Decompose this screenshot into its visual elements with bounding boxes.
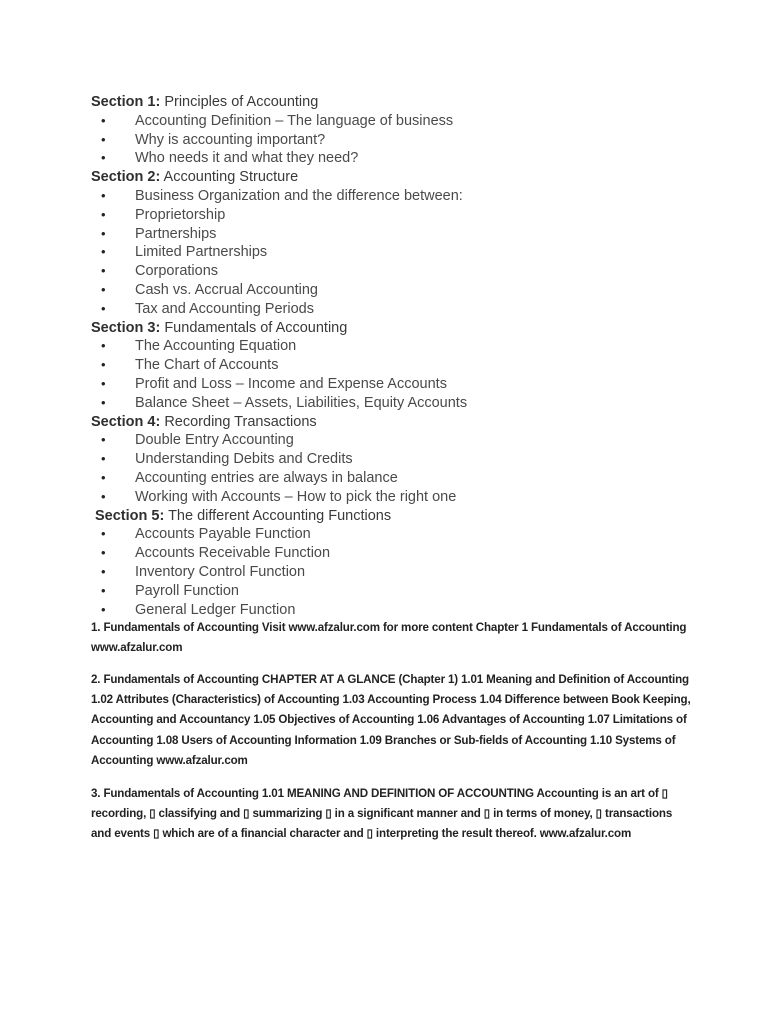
paragraph-3: 3. Fundamentals of Accounting 1.01 MEANING AND DEFINITION OF ACCOUNTING Accounting is an art of ▯ recording, ▯ classifying and ▯ summarizing ▯ in a significant manner and ▯ in terms of money, ▯ transactions and events ▯ which are of a financial character and ▯ interpreting the result thereof. www.afzalur.com: [91, 787, 673, 841]
list-item: • Profit and Loss – Income and Expense Accounts: [91, 375, 751, 394]
list-item: • Corporations: [91, 262, 751, 281]
list-item: • Inventory Control Function: [91, 563, 751, 582]
list-item: • Limited Partnerships: [91, 243, 751, 262]
list-item: • Working with Accounts – How to pick the right one: [91, 488, 751, 507]
list-item: • General Ledger Function: [91, 601, 751, 620]
list-item: • Balance Sheet – Assets, Liabilities, Equity Accounts: [91, 394, 751, 413]
section-4-heading: Section 4: Recording Transactions: [91, 413, 317, 430]
list-item: • Accounts Payable Function: [91, 525, 751, 544]
course-outline: [91, 93, 751, 619]
list-item: • Who needs it and what they need?: [91, 149, 751, 168]
section-1-heading: Section 1: Principles of Accounting: [91, 94, 319, 110]
list-item: • Understanding Debits and Credits: [91, 450, 751, 469]
list-item: • Partnerships: [91, 225, 751, 244]
section-5-list: [91, 525, 751, 619]
list-item: • Accounting entries are always in balance: [91, 469, 751, 488]
paragraph-1: 1. Fundamentals of Accounting Visit www.afzalur.com for more content Chapter 1 Fundamentals of Accounting www.afzalur.com: [91, 621, 687, 655]
section-4-list: [91, 431, 751, 506]
list-item: • Accounts Receivable Function: [91, 544, 751, 563]
section-3-heading: Section 3: Fundamentals of Accounting: [91, 319, 348, 336]
section-2-list: [91, 187, 751, 319]
list-item: • Double Entry Accounting: [91, 431, 751, 450]
list-item: • Why is accounting important?: [91, 131, 751, 150]
list-item: • The Chart of Accounts: [91, 356, 751, 375]
section-3-list: [91, 337, 751, 412]
list-item: • Accounting Definition – The language of business: [91, 112, 751, 131]
list-item: • Cash vs. Accrual Accounting: [91, 281, 751, 300]
list-item: • Proprietorship: [91, 206, 751, 225]
paragraph-2: 2. Fundamentals of Accounting CHAPTER AT A GLANCE (Chapter 1) 1.01 Meaning and Definition of Accounting 1.02 Attributes (Characteristics) of Accounting 1.03 Accounting Process 1.04 Difference between Book Keeping, Accounting and Accountancy 1.05 Objectives of Accounting 1.06 Advantages of Accounting 1.07 Limitations of Accounting 1.08 Users of Accounting Information 1.09 Branches or Sub-fields of Accounting 1.10 Systems of Accounting www.afzalur.com: [91, 673, 691, 767]
list-item: • Business Organization and the difference between:: [91, 187, 751, 206]
list-item: • Tax and Accounting Periods: [91, 300, 751, 319]
list-item: • Payroll Function: [91, 582, 751, 601]
section-1-list: [91, 112, 751, 168]
section-5-heading: Section 5: The different Accounting Functions: [95, 507, 392, 524]
section-2-heading: Section 2: Accounting Structure: [91, 169, 299, 186]
list-item: • The Accounting Equation: [91, 337, 751, 356]
